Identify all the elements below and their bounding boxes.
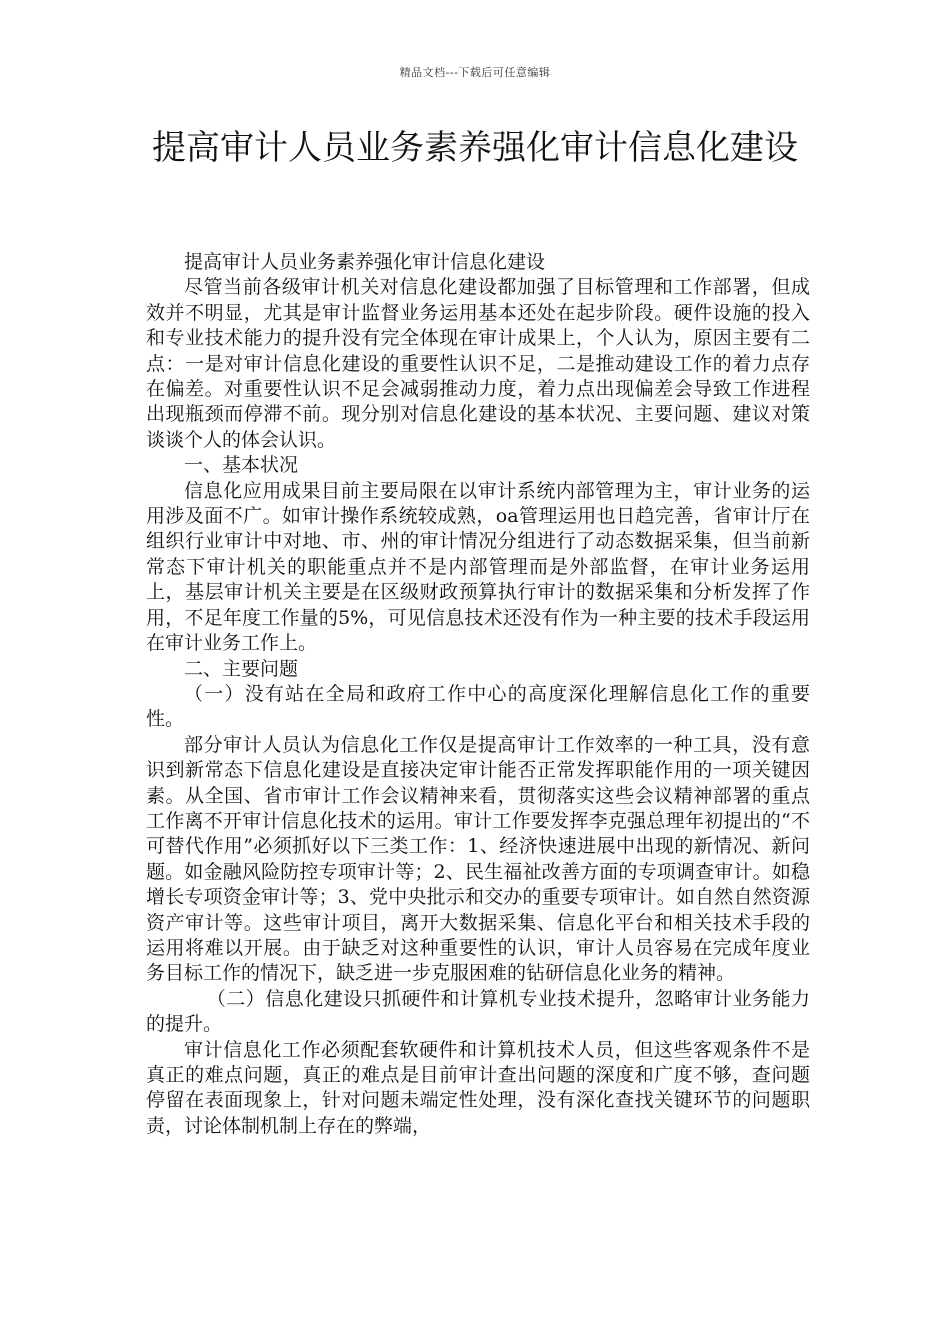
document-title: 提高审计人员业务素养强化审计信息化建设 bbox=[152, 128, 798, 168]
body-paragraph: 审计信息化工作必须配套软硬件和计算机技术人员，但这些客观条件不是真正的难点问题，真正的难点是目前审计查出问题的深度和广度不够，查问题停留在表面现象上，针对问题未端定性处理，没有深化查找关键环节的问题职责，讨论体制机制上存在的弊端， bbox=[146, 1038, 810, 1137]
body-paragraph: 尽管当前各级审计机关对信息化建设都加强了目标管理和工作部署，但成效并不明显，尤其是审计监督业务运用基本还处在起步阶段。硬件设施的投入和专业技术能力的提升没有完全体现在审计成果上，个人认为，原因主要有二点：一是对审计信息化建设的重要性认识不足，二是推动建设工作的着力点存在偏差。对重要性认识不足会减弱推动力度，着力点出现偏差会导致工作进程出现瓶颈而停滞不前。现分别对信息化建设的基本状况、主要问题、建议对策谈谈个人的体会认识。 bbox=[146, 276, 810, 451]
body-paragraph: 部分审计人员认为信息化工作仅是提高审计工作效率的一种工具，没有意识到新常态下信息化建设是直接决定审计能否正常发挥职能作用的一项关键因素。从全国、省市审计工作会议精神来看，贯彻落实这些会议精神部署的重点工作离不开审计信息化技术的运用。审计工作要发挥李克强总理年初提出的“不可替代作用”必须抓好以下三类工作：1、经济快速进展中出现的新情况、新问题。如金融风险防控专项审计等；2、民生福祉改善方面的专项调查审计。如稳增长专项资金审计等；3、党中央批示和交办的重要专项审计。如自然自然资源资产审计等。这些审计项目，离开大数据采集、信息化平台和相关技术手段的运用将难以开展。由于缺乏对这种重要性的认识，审计人员容易在完成年度业务目标工作的情况下，缺乏进一步克服困难的钻研信息化业务的精神。 bbox=[146, 733, 810, 985]
subsection-heading: （二）信息化建设只抓硬件和计算机专业技术提升，忽略审计业务能力的提升。 bbox=[146, 987, 810, 1036]
document-body bbox=[146, 250, 810, 1139]
section-heading: 一、基本状况 bbox=[184, 454, 299, 477]
body-paragraph: 信息化应用成果目前主要局限在以审计系统内部管理为主，审计业务的运用涉及面不广。如审计操作系统较成熟，oa管理运用也日趋完善，省审计厅在组织行业审计中对地、市、州的审计情况分组进行了动态数据采集，但当前新常态下审计机关的职能重点并不是内部管理而是外部监督，在审计业务运用上，基层审计机关主要是在区级财政预算执行审计的数据采集和分析发挥了作用，不足年度工作量的5%，可见信息技术还没有作为一种主要的技术手段运用在审计业务工作上。 bbox=[146, 479, 810, 655]
page-header: 精品文档---下载后可任意编辑 bbox=[399, 66, 551, 79]
subsection-heading: （一）没有站在全局和政府工作中心的高度深化理解信息化工作的重要性。 bbox=[146, 682, 810, 731]
subtitle-paragraph: 提高审计人员业务素养强化审计信息化建设 bbox=[184, 251, 546, 273]
section-heading: 二、主要问题 bbox=[184, 657, 299, 680]
